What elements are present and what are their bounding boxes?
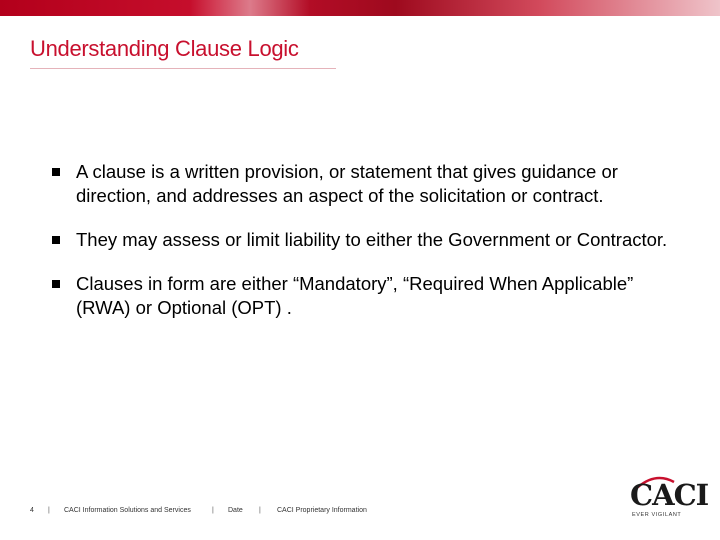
top-decorative-band (0, 0, 720, 16)
bullet-item-1 (50, 160, 690, 208)
title-underline (30, 68, 336, 69)
bullet-item-3 (50, 272, 690, 320)
band-highlight (190, 0, 310, 16)
square-bullet-icon (52, 236, 60, 244)
bullet-item-2 (50, 228, 690, 252)
footer-company: CACI Information Solutions and Services (64, 507, 191, 514)
footer-separator: | (212, 507, 214, 514)
bullet-text-1: A clause is a written provision, or statement that gives guidance or direction, and addresses an aspect of the solicitation or contract. (76, 161, 618, 206)
square-bullet-icon (52, 168, 60, 176)
square-bullet-icon (52, 280, 60, 288)
logo-tagline: EVER VIGILANT (632, 512, 682, 518)
footer-separator: | (259, 507, 261, 514)
logo-wordmark: CACI (630, 478, 709, 512)
footer-separator: | (48, 507, 50, 514)
bullet-text-3: Clauses in form are either “Mandatory”, “Required When Applicable” (RWA) or Optional (OPT) . (76, 273, 634, 318)
footer-date: Date (228, 507, 243, 514)
bullet-list (50, 160, 690, 340)
bullet-text-2: They may assess or limit liability to either the Government or Contractor. (76, 229, 668, 250)
caci-logo (630, 478, 709, 522)
page-number: 4 (30, 507, 34, 514)
slide-title: Understanding Clause Logic (30, 36, 299, 61)
footer-proprietary: CACI Proprietary Information (277, 507, 367, 514)
slide-footer (0, 505, 720, 519)
